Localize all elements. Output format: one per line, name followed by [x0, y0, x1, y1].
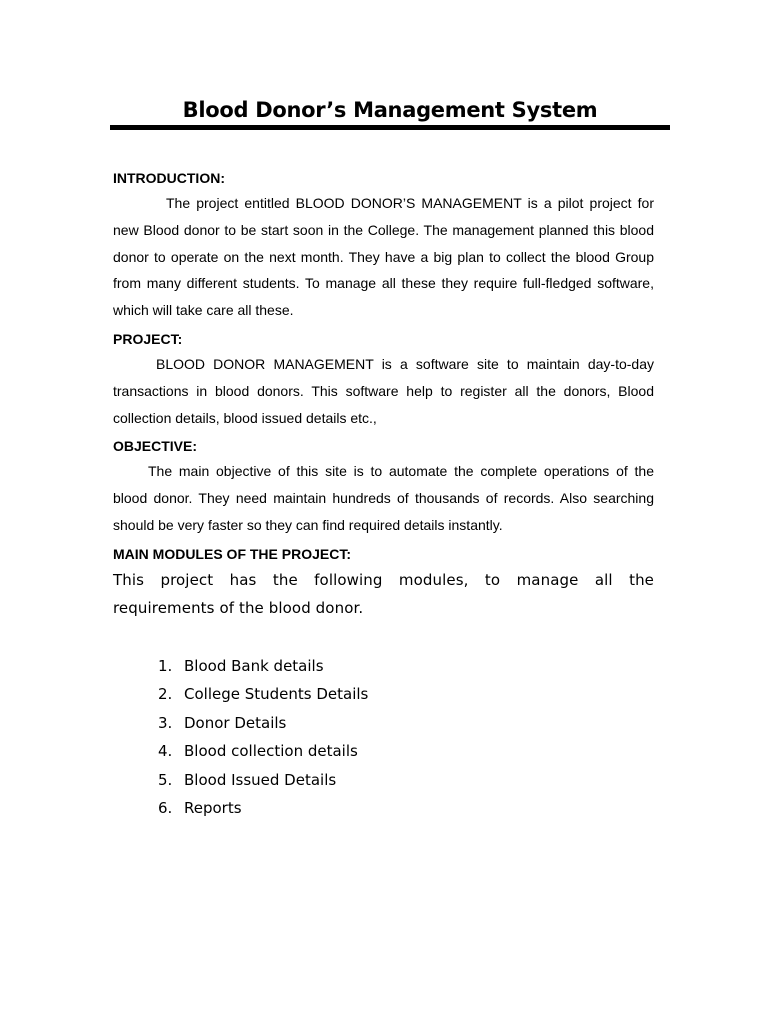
project-section: [113, 327, 654, 431]
list-item-number: 5.: [158, 770, 173, 789]
document-body: [113, 166, 654, 817]
project-heading: PROJECT:: [113, 330, 183, 347]
modules-list: [158, 652, 368, 822]
objective-section: [113, 434, 654, 538]
list-item: [158, 794, 368, 822]
introduction-heading: INTRODUCTION:: [113, 170, 225, 186]
list-item-label: Reports: [184, 798, 242, 817]
list-item-label: College Students Details: [184, 685, 369, 704]
objective-heading: OBJECTIVE:: [113, 438, 198, 455]
list-item: [158, 709, 368, 737]
page-title: Blood Donor’s Management System: [182, 98, 598, 122]
modules-intro-paragraph: This project has the following modules, to manage all the requirements of the blood donor.: [113, 570, 654, 617]
introduction-section: [113, 166, 654, 324]
list-item-number: 4.: [158, 742, 173, 761]
list-item-number: 3.: [158, 713, 173, 732]
list-item-number: 6.: [158, 798, 173, 817]
introduction-paragraph: The project entitled BLOOD DONOR’S MANAGEMENT is a pilot project for new Blood donor to be start soon in the College. The management planned this blood donor to operate on the next month. They have a big plan to collect the blood Group from many different students. To manage all these they require full-fledged software, which will take care all these.: [113, 195, 654, 319]
modules-heading: MAIN MODULES OF THE PROJECT:: [113, 545, 352, 562]
list-item-label: Blood Bank details: [184, 657, 324, 675]
list-item-label: Blood Issued Details: [184, 770, 337, 789]
objective-paragraph: The main objective of this site is to automate the complete operations of the blood donor. They need maintain hundreds of thousands of records. Also searching should be very faster so they can find required details instantly.: [113, 463, 654, 533]
title-underline-rule: [110, 125, 670, 130]
list-item: [158, 652, 368, 680]
list-item: [158, 737, 368, 765]
list-item-number: 2.: [158, 685, 173, 704]
list-item-number: 1.: [158, 657, 173, 675]
list-item: [158, 766, 368, 794]
list-item: [158, 680, 368, 708]
project-paragraph: BLOOD DONOR MANAGEMENT is a software site to maintain day-to-day transactions in blood donors. This software help to register all the donors, Blood collection details, blood issued details etc.,: [113, 355, 654, 426]
list-item-label: Donor Details: [184, 713, 287, 732]
modules-section: [113, 542, 654, 622]
list-item-label: Blood collection details: [184, 742, 358, 761]
